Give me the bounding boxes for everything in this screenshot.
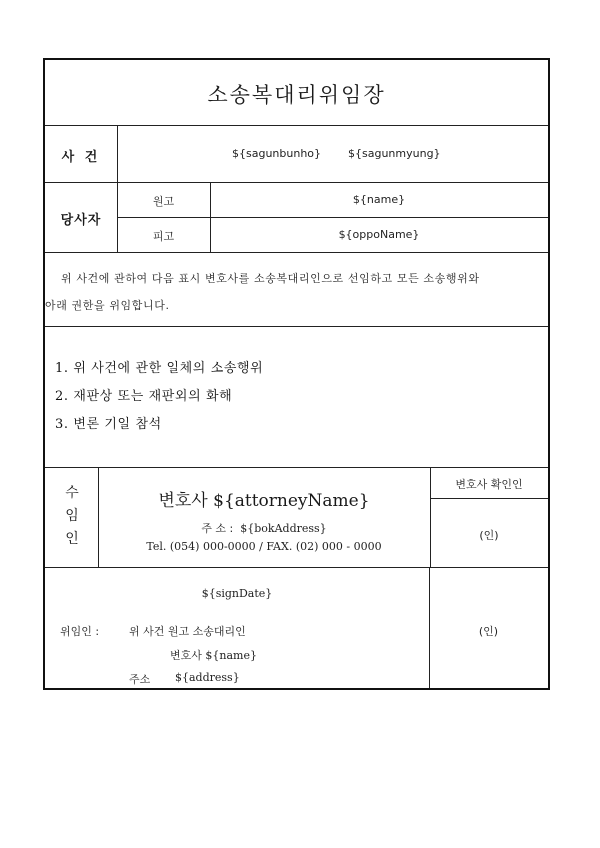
defendant-label: 피고: [152, 230, 175, 243]
intro-line-1: 위 사건에 관하여 다음 표시 변호사를 소송복대리인으로 선임하고 모든 소송행위와: [61, 272, 480, 285]
plaintiff-label: 원고: [152, 195, 175, 208]
appointee-label: 수 임 인: [65, 485, 79, 547]
list-item: 1. 위 사건에 관한 일체의 소송행위: [55, 361, 264, 376]
confirm-seal: (인): [479, 529, 499, 542]
delegator-desc: 위 사건 원고 소송대리인: [129, 625, 246, 638]
list-item: 2. 재판상 또는 재판외의 화해: [55, 389, 233, 404]
defendant-value: ${oppoName}: [338, 228, 420, 241]
delegator-seal: (인): [478, 625, 499, 638]
plaintiff-value: ${name}: [352, 193, 406, 206]
delegator-label: 위임인 :: [60, 625, 100, 638]
intro-line-2: 아래 권한을 위임합니다.: [45, 299, 170, 312]
sign-date: ${signDate}: [201, 587, 273, 600]
case-label: 사 건: [61, 150, 101, 165]
delegator-address-value: ${address}: [175, 671, 240, 684]
case-name: ${sagunmyung}: [348, 147, 441, 160]
list-item: 3. 변론 기일 참석: [55, 417, 162, 432]
power-of-attorney-form: [43, 58, 550, 690]
attorney-block: [98, 468, 430, 567]
attorney-address: 주 소 : ${bokAddress}: [201, 522, 327, 535]
confirm-header: 변호사 확인인: [455, 478, 523, 491]
attorney-name-line: 변호사 ${attorneyName}: [158, 491, 370, 511]
case-number: ${sagunbunho}: [232, 147, 322, 160]
intro-row: [45, 253, 548, 327]
delegated-powers-list: [45, 327, 548, 468]
delegator-row: [45, 568, 548, 688]
case-row: [45, 126, 548, 183]
page-title: 소송복대리위임장: [207, 83, 386, 107]
appointee-row: [45, 468, 548, 568]
parties-row: [45, 183, 548, 253]
attorney-contact: Tel. (054) 000-0000 / FAX. (02) 000 - 0000: [146, 540, 382, 553]
parties-label: 당사자: [60, 213, 102, 228]
title-row: [45, 60, 548, 126]
delegator-lawyer: 변호사 ${name}: [170, 649, 257, 662]
delegator-address-label: 주소: [129, 673, 151, 686]
